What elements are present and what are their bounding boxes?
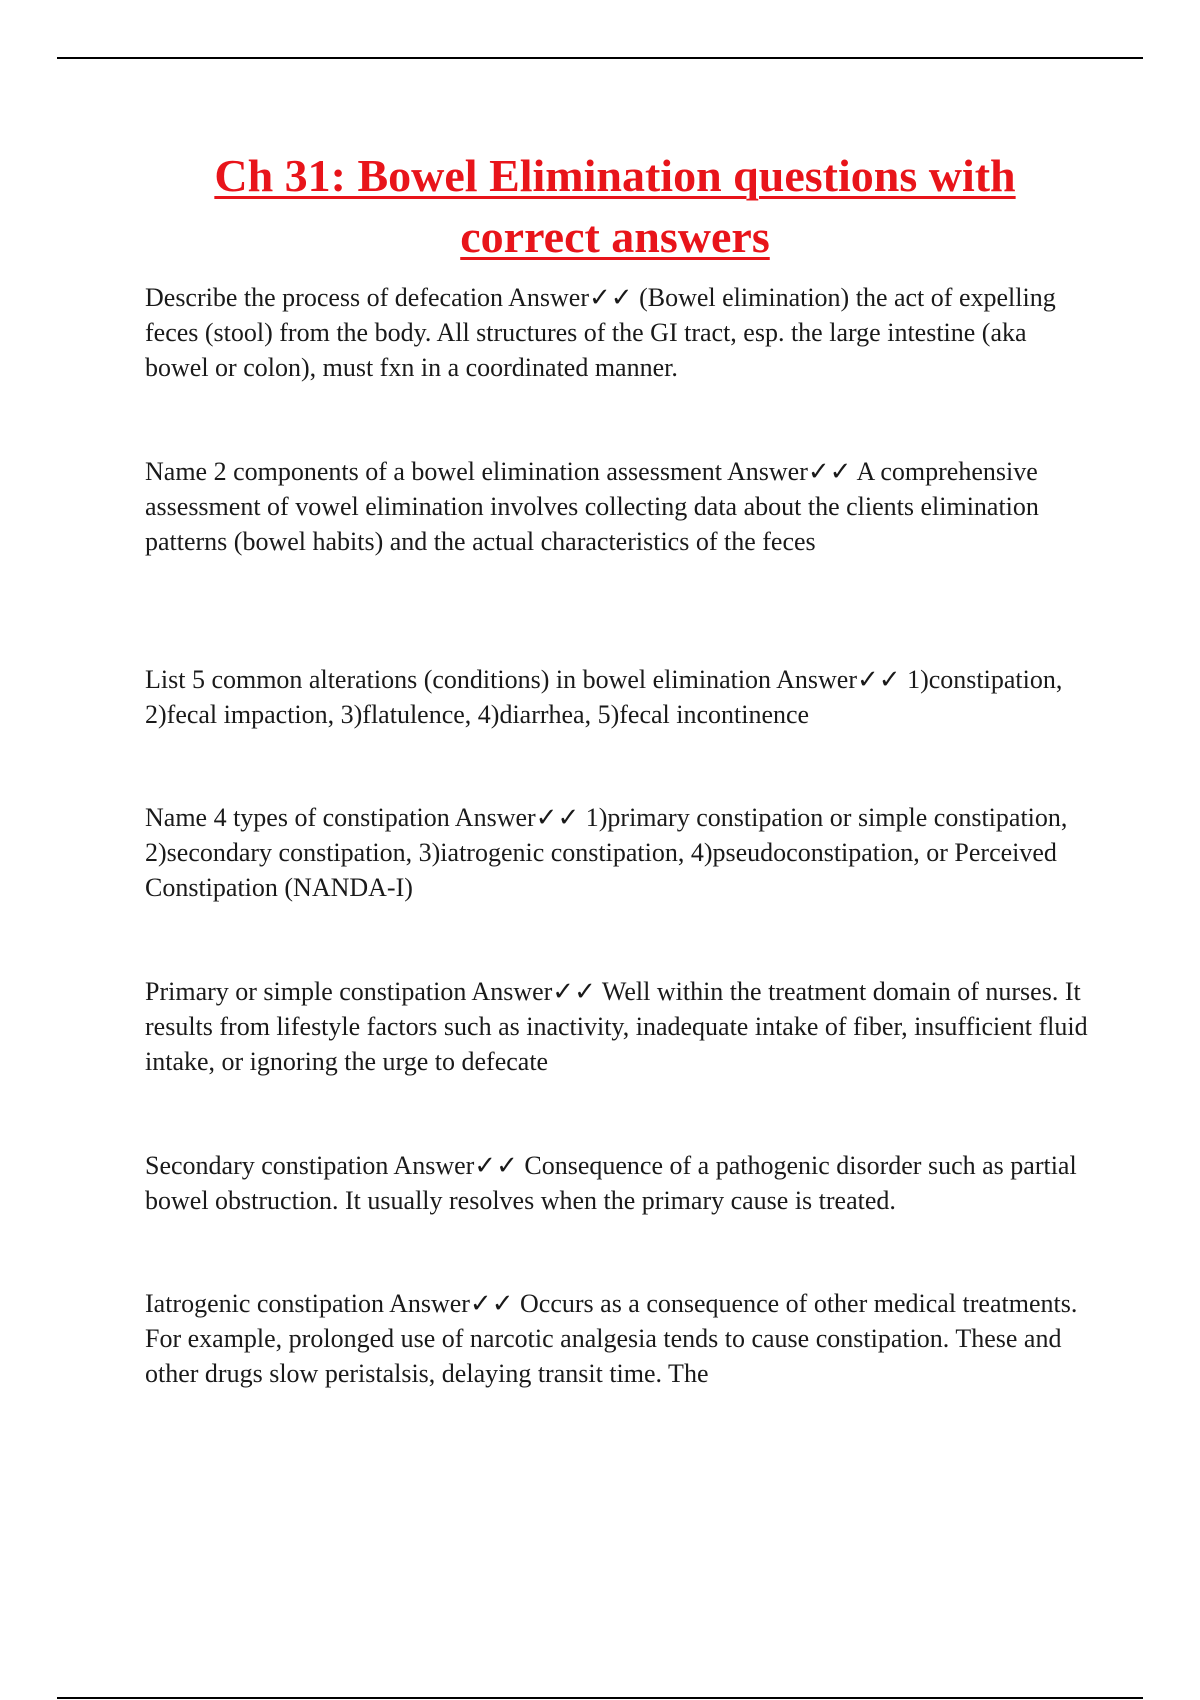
- qa-entry: [145, 662, 1090, 732]
- title-line: Ch 31: Bowel Elimination questions with: [214, 150, 1016, 201]
- answer-marker: Answer✓✓: [727, 457, 852, 486]
- qa-entry: [145, 454, 1090, 559]
- top-rule: [57, 57, 1143, 59]
- answer-marker: Answer✓✓: [393, 1151, 518, 1180]
- answer-marker: Answer✓✓: [454, 803, 580, 832]
- answer-text: A comprehensive assessment of vowel elimination involves collecting data about the clients elimination patterns (bowel habits) and the actual characteristics of the feces: [145, 457, 1039, 556]
- qa-entry: [145, 800, 1090, 905]
- question-text: List 5 common alterations (conditions) in bowel elimination: [145, 665, 772, 694]
- qa-entry: [145, 1286, 1090, 1391]
- question-text: Describe the process of defecation: [145, 283, 504, 312]
- qa-entry: [145, 974, 1090, 1079]
- answer-marker: Answer✓✓: [508, 283, 633, 312]
- answer-marker: Answer✓✓: [471, 977, 596, 1006]
- qa-entry: [145, 280, 1090, 385]
- answer-text: (Bowel elimination) the act of expelling feces (stool) from the body. All structures of the GI tract, esp. the large intestine (aka bowel or colon), must fxn in a coordinated manner.: [145, 283, 1056, 382]
- document-title: [120, 145, 1110, 267]
- answer-text: Well within the treatment domain of nurses. It results from lifestyle factors such as inactivity, inadequate intake of fiber, insufficient fluid intake, or ignoring the urge to defecate: [145, 977, 1088, 1076]
- answer-text: 1)primary constipation or simple constipation, 2)secondary constipation, 3)iatrogenic constipation, 4)pseudoconstipation, or Perceived Constipation (NANDA-I): [145, 803, 1068, 902]
- title-line: correct answers: [460, 211, 770, 262]
- question-text: Iatrogenic constipation: [145, 1289, 384, 1318]
- qa-entry: [145, 1148, 1090, 1218]
- question-text: Name 2 components of a bowel elimination assessment: [145, 457, 722, 486]
- answer-marker: Answer✓✓: [776, 665, 901, 694]
- answer-text: 1)constipation, 2)fecal impaction, 3)flatulence, 4)diarrhea, 5)fecal incontinence: [145, 665, 1063, 729]
- question-text: Name 4 types of constipation: [145, 803, 450, 832]
- answer-marker: Answer✓✓: [389, 1289, 514, 1318]
- question-text: Primary or simple constipation: [145, 977, 467, 1006]
- question-text: Secondary constipation: [145, 1151, 389, 1180]
- answer-text: Occurs as a consequence of other medical treatments. For example, prolonged use of narcotic analgesia tends to cause constipation. These and other drugs slow peristalsis, delaying transit time. The: [145, 1289, 1078, 1388]
- answer-text: Consequence of a pathogenic disorder such as partial bowel obstruction. It usually resolves when the primary cause is treated.: [145, 1151, 1077, 1215]
- bottom-rule: [57, 1697, 1143, 1699]
